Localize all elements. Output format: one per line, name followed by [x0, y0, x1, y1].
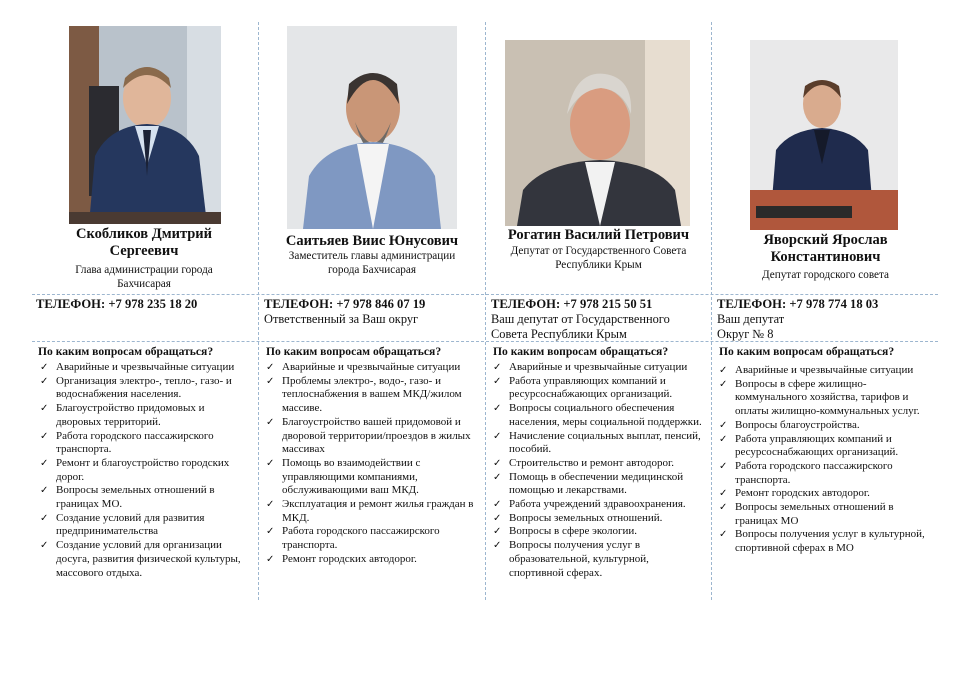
portrait-photo	[287, 26, 457, 229]
questions-list	[40, 361, 252, 580]
checkmark-icon: ✓	[40, 430, 49, 442]
list-item-text: Работа управляющих компаний и ресурсоснабжающих организаций.	[509, 374, 673, 401]
person-name-line: Константинович	[770, 249, 881, 265]
checkmark-icon: ✓	[266, 526, 275, 538]
list-item	[493, 471, 705, 498]
list-item	[719, 501, 934, 528]
list-item	[719, 460, 934, 487]
list-item-text: Вопросы в сфере жилищно-коммунального хозяйства, тарифов и оплаты жилищно-коммунальных услуг.	[735, 377, 920, 418]
phone-number[interactable]: ТЕЛЕФОН: +7 978 846 07 19	[264, 297, 426, 311]
checkmark-icon: ✓	[493, 375, 502, 387]
list-item	[719, 433, 934, 460]
phone-number[interactable]: ТЕЛЕФОН: +7 978 774 18 03	[717, 297, 879, 311]
questions-heading: По каким вопросам обращаться?	[38, 345, 214, 358]
list-item-text: Аварийные и чрезвычайные ситуации	[282, 361, 461, 373]
portrait-photo	[750, 40, 898, 230]
list-item	[40, 457, 252, 484]
list-item	[719, 487, 934, 501]
checkmark-icon: ✓	[493, 403, 502, 415]
list-item	[493, 512, 705, 526]
list-item-text: Помощь в обеспечении медицинской помощью и лекарствами.	[509, 470, 684, 497]
person-name	[487, 227, 710, 244]
list-item	[493, 361, 705, 375]
list-item	[719, 364, 934, 378]
questions-heading: По каким вопросам обращаться?	[266, 345, 442, 358]
list-item-text: Организация электро-, тепло-, газо- и водоснабжения населения.	[56, 374, 232, 401]
questions-heading: По каким вопросам обращаться?	[719, 345, 895, 358]
checkmark-icon: ✓	[266, 375, 275, 387]
list-item-text: Вопросы получения услуг в образовательной, культурной, спортивной сферах.	[509, 539, 649, 579]
checkmark-icon: ✓	[493, 471, 502, 483]
person-name	[32, 226, 256, 260]
list-item-text: Эксплуатация и ремонт жилья граждан в МКД.	[282, 498, 474, 524]
list-item-text: Работа городского пассажирского транспорта.	[735, 459, 893, 486]
list-item-text: Аварийные и чрезвычайные ситуации	[509, 361, 688, 373]
checkmark-icon: ✓	[719, 433, 728, 445]
list-item-text: Работа управляющих компаний и ресурсоснабжающих организаций.	[735, 432, 899, 459]
list-item-text: Создание условий для развития предпринимательства	[56, 511, 205, 538]
list-item	[40, 484, 252, 511]
list-item-text: Аварийные и чрезвычайные ситуации	[735, 364, 914, 376]
list-item-text: Начисление социальных выплат, пенсий, пособий.	[509, 429, 701, 456]
column-divider	[711, 22, 712, 600]
list-item	[493, 525, 705, 539]
checkmark-icon: ✓	[493, 526, 502, 538]
checkmark-icon: ✓	[493, 540, 502, 552]
list-item	[719, 419, 934, 433]
list-item	[719, 528, 934, 555]
checkmark-icon: ✓	[40, 362, 49, 373]
column-divider	[258, 22, 259, 600]
list-item	[266, 361, 478, 375]
checkmark-icon: ✓	[40, 457, 49, 469]
phone-number[interactable]: ТЕЛЕФОН: +7 978 235 18 20	[36, 297, 198, 311]
checkmark-icon: ✓	[719, 460, 728, 472]
list-item	[266, 375, 478, 416]
list-item	[493, 430, 705, 457]
responsibility-note: Ваш депутат Округ № 8	[717, 312, 785, 341]
list-item	[266, 525, 478, 552]
questions-heading: По каким вопросам обращаться?	[493, 345, 669, 358]
checkmark-icon: ✓	[40, 512, 49, 524]
person-name-line: Яворский Ярослав	[763, 232, 888, 248]
list-item	[40, 361, 252, 375]
questions-list	[719, 364, 934, 556]
list-item	[40, 375, 252, 402]
list-item	[266, 498, 478, 525]
list-item	[266, 416, 478, 457]
list-item	[493, 539, 705, 580]
checkmark-icon: ✓	[719, 365, 728, 376]
person-name	[713, 232, 938, 266]
portrait-photo	[69, 26, 221, 224]
checkmark-icon: ✓	[719, 488, 728, 500]
list-item-text: Благоустройство вашей придомовой и дворовой территории/проездов в жилых массивах	[282, 415, 471, 456]
list-item	[493, 498, 705, 512]
checkmark-icon: ✓	[40, 403, 49, 415]
list-item-text: Создание условий для организации досуга, развития физической культуры, массового отдыха.	[56, 539, 241, 579]
checkmark-icon: ✓	[40, 375, 49, 387]
list-item	[266, 553, 478, 567]
list-item-text: Ремонт городских автодорог.	[735, 487, 870, 500]
questions-list	[493, 361, 705, 580]
checkmark-icon: ✓	[493, 512, 502, 524]
checkmark-icon: ✓	[493, 430, 502, 442]
list-item	[493, 402, 705, 429]
list-item	[40, 402, 252, 429]
column-divider	[485, 22, 486, 600]
checkmark-icon: ✓	[719, 419, 728, 431]
list-item-text: Проблемы электро-, водо-, газо- и теплоснабжения в вашем МКД/жилом массиве.	[282, 374, 462, 415]
list-item-text: Работа учреждений здравоохранения.	[509, 498, 686, 511]
list-item	[266, 457, 478, 498]
list-item-text: Строительство и ремонт автодорог.	[509, 456, 674, 469]
person-role: Глава администрации города Бахчисарая	[75, 264, 213, 290]
checkmark-icon: ✓	[40, 485, 49, 497]
list-item-text: Работа городского пассажирского транспорта.	[56, 429, 214, 456]
list-item-text: Работа городского пассажирского транспорта.	[282, 525, 440, 552]
person-role: Заместитель главы администрации города Бахчисарая	[288, 250, 456, 276]
person-name-line: Рогатин Василий Петрович	[507, 227, 690, 243]
list-item	[40, 539, 252, 580]
checkmark-icon: ✓	[266, 499, 275, 511]
list-item	[40, 430, 252, 457]
responsibility-note: Ваш депутат от Государственного Совета Республики Крым	[491, 312, 670, 341]
questions-list	[266, 361, 478, 567]
list-item-text: Вопросы получения услуг в культурной, спортивной сферах в МО	[735, 528, 925, 555]
list-item	[719, 378, 934, 419]
checkmark-icon: ✓	[266, 553, 275, 565]
list-item-text: Помощь во взаимодействии с управляющими компаниями, обслуживающими ваш МКД.	[282, 456, 421, 497]
checkmark-icon: ✓	[719, 378, 728, 390]
person-role: Депутат от Государственного Совета Республики Крым	[510, 245, 687, 271]
person-name	[260, 233, 484, 250]
person-name-line: Скобликов Дмитрий	[75, 226, 213, 242]
portrait-photo	[505, 40, 690, 226]
checkmark-icon: ✓	[493, 457, 502, 469]
checkmark-icon: ✓	[266, 416, 275, 428]
person-name-line: Сергеевич	[109, 243, 179, 259]
phone-number[interactable]: ТЕЛЕФОН: +7 978 215 50 51	[491, 297, 653, 311]
list-item-text: Вопросы земельных отношений.	[509, 511, 663, 524]
list-item	[493, 457, 705, 471]
checkmark-icon: ✓	[266, 362, 275, 373]
list-item	[40, 512, 252, 539]
person-role: Депутат городского совета	[761, 269, 890, 281]
list-item-text: Вопросы благоустройства.	[735, 418, 860, 431]
checkmark-icon: ✓	[266, 457, 275, 469]
checkmark-icon: ✓	[493, 499, 502, 511]
checkmark-icon: ✓	[493, 362, 502, 373]
person-name-line: Саитьяев Виис Юнусович	[285, 233, 459, 249]
list-item-text: Вопросы в сфере экологии.	[509, 525, 638, 538]
list-item-text: Вопросы земельных отношений в границах МО	[735, 501, 894, 527]
list-item-text: Благоустройство придомовых и дворовых территорий.	[56, 402, 205, 428]
checkmark-icon: ✓	[40, 540, 49, 552]
row-divider	[32, 294, 938, 295]
list-item-text: Вопросы земельных отношений в границах МО.	[56, 484, 215, 511]
checkmark-icon: ✓	[719, 502, 728, 514]
responsibility-note: Ответственный за Ваш округ	[264, 312, 419, 326]
list-item-text: Вопросы социального обеспечения населения, меры социальной поддержки.	[509, 402, 702, 428]
checkmark-icon: ✓	[719, 529, 728, 541]
list-item-text: Ремонт городских автодорог.	[282, 552, 417, 565]
list-item-text: Ремонт и благоустройство городских дорог.	[56, 456, 230, 483]
list-item-text: Аварийные и чрезвычайные ситуации	[56, 361, 235, 373]
list-item	[493, 375, 705, 402]
